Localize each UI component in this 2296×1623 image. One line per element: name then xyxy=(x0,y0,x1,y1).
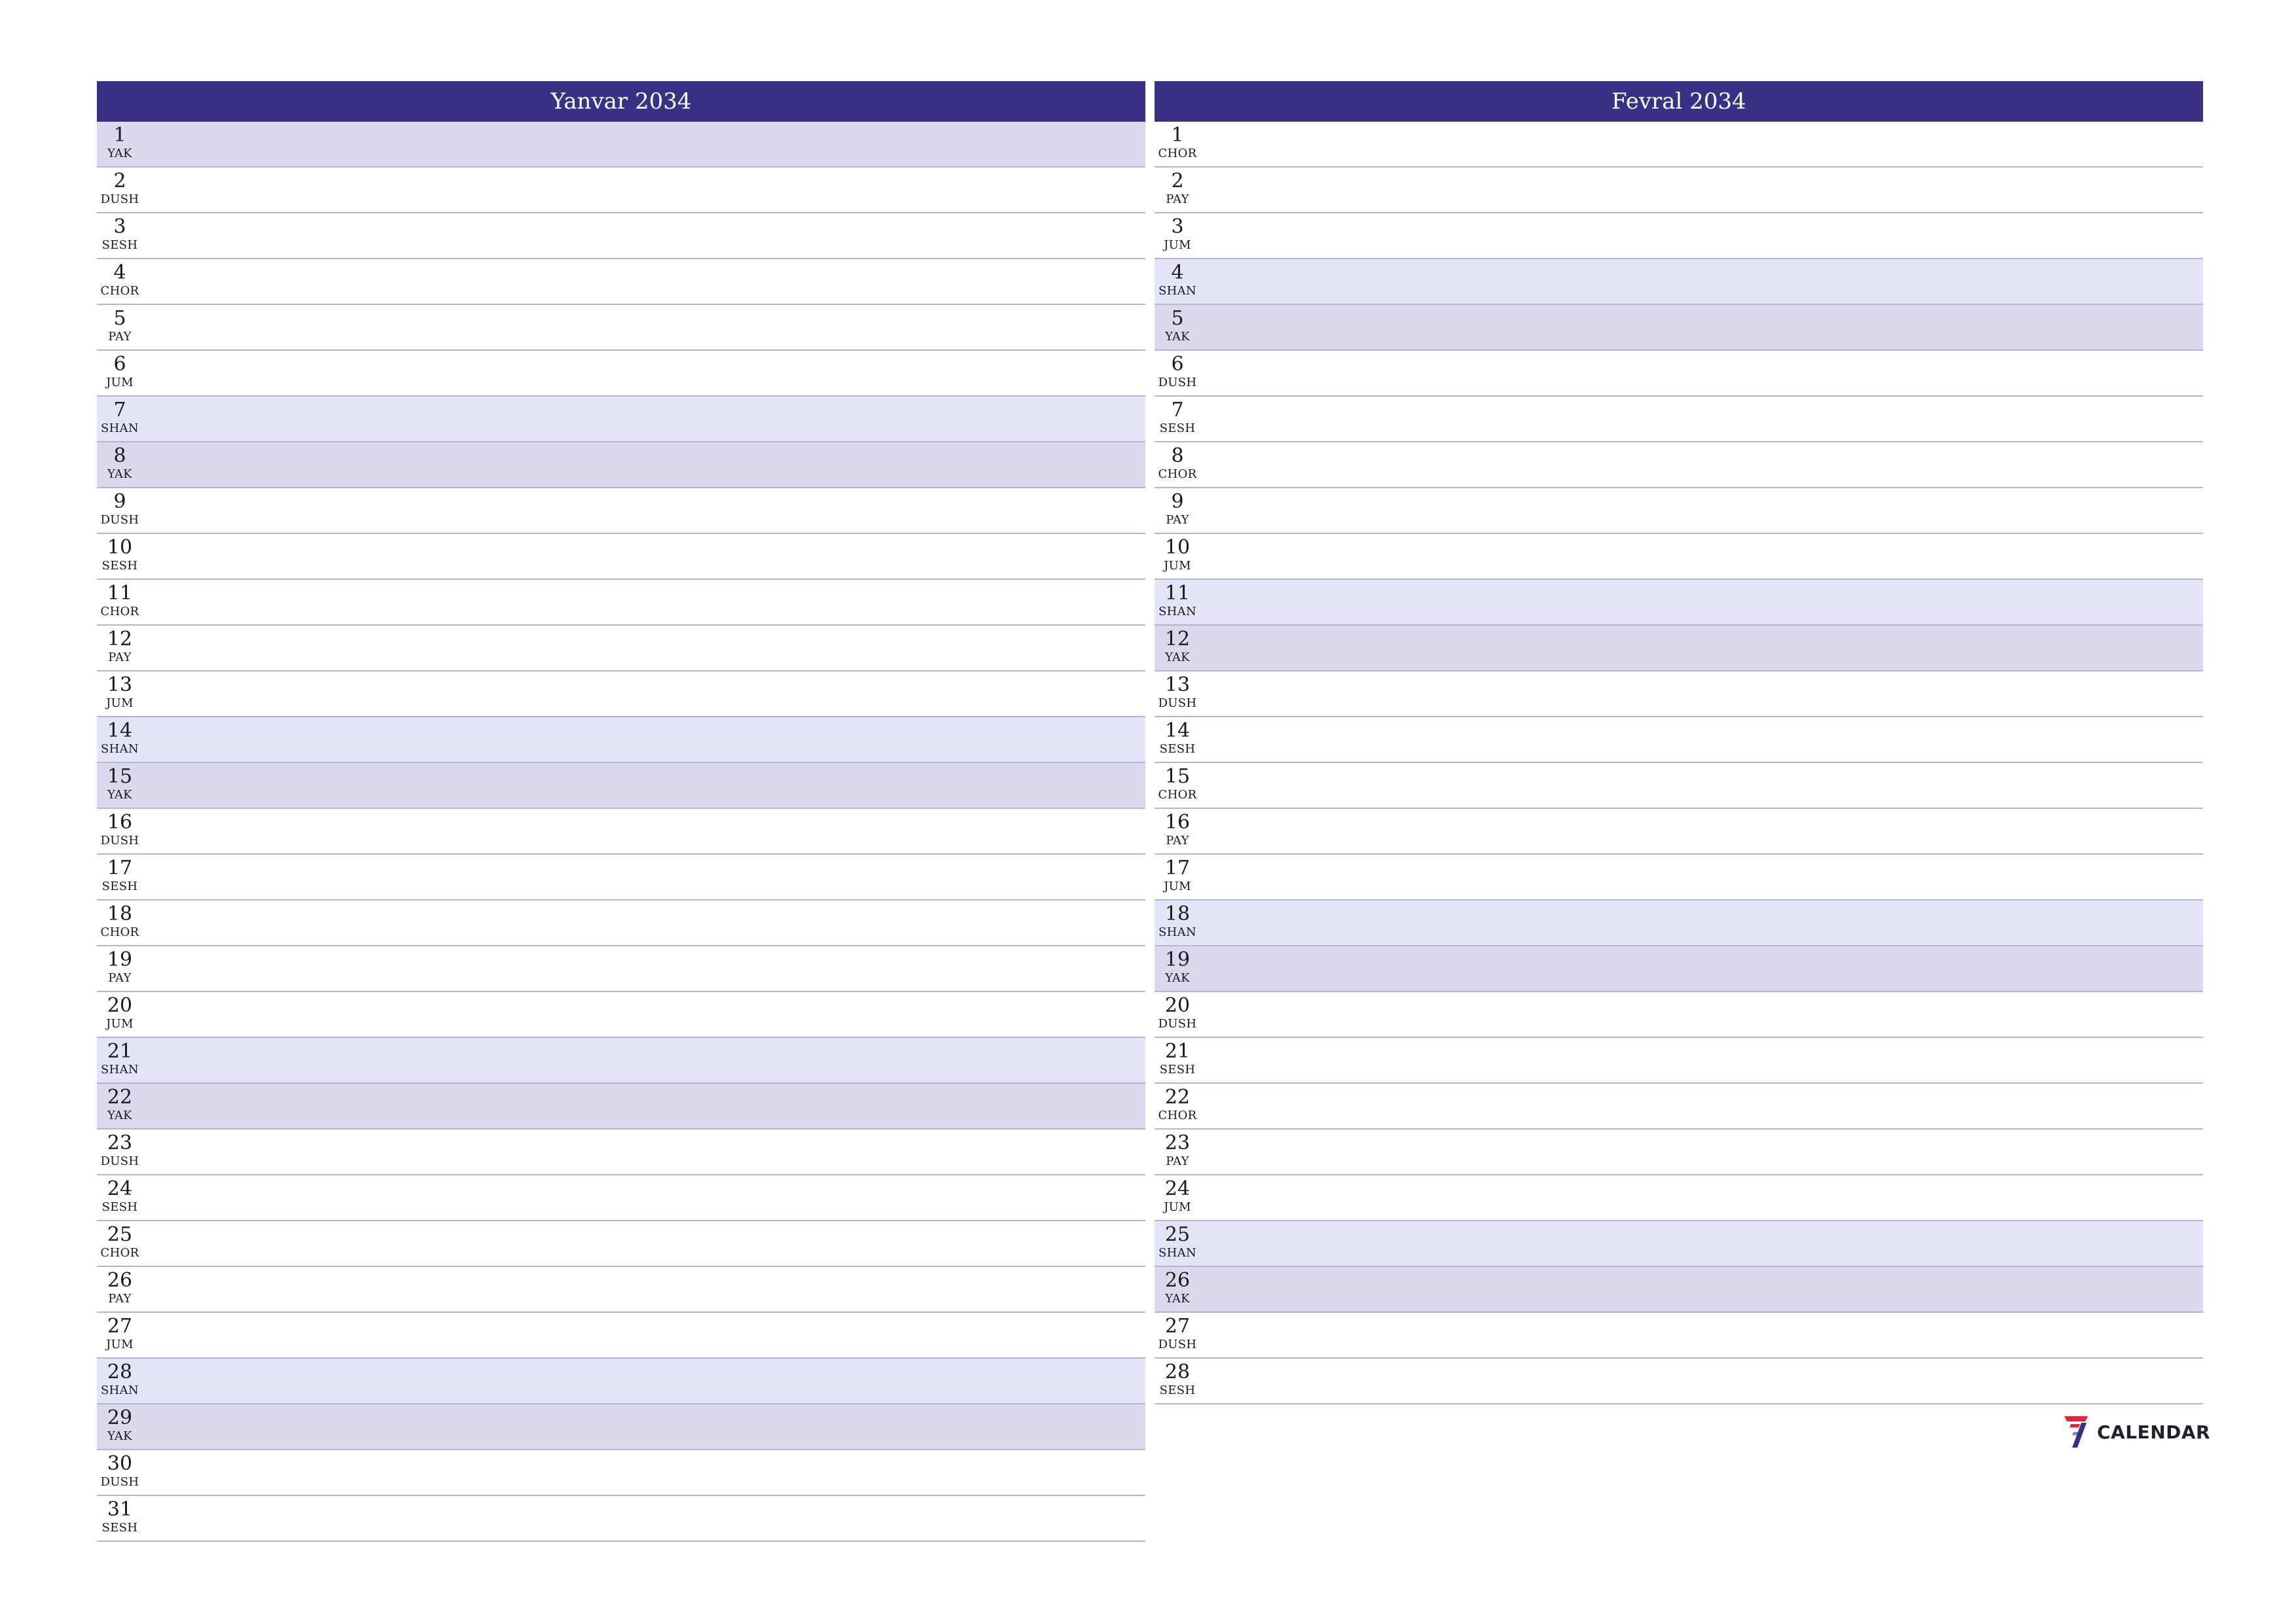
day-number: 26 xyxy=(1164,1269,1191,1292)
day-cell xyxy=(1155,1221,1200,1266)
day-cell xyxy=(97,168,143,212)
day-cell xyxy=(1155,1175,1200,1220)
day-row xyxy=(97,168,1145,213)
day-number: 14 xyxy=(107,719,133,742)
day-cell xyxy=(97,809,143,853)
weekday-label: SESH xyxy=(101,1200,138,1214)
day-row xyxy=(1155,992,2203,1038)
day-row xyxy=(97,1175,1145,1221)
day-number: 24 xyxy=(1164,1177,1191,1200)
day-cell xyxy=(97,1359,143,1403)
day-row xyxy=(97,717,1145,763)
day-cell xyxy=(1155,671,1200,716)
day-number: 4 xyxy=(1171,261,1184,284)
day-number: 6 xyxy=(113,353,126,376)
weekday-label: CHOR xyxy=(100,605,139,618)
day-row xyxy=(1155,901,2203,946)
day-cell xyxy=(97,1404,143,1449)
weekday-label: PAY xyxy=(108,651,132,664)
day-number: 9 xyxy=(1171,490,1184,513)
day-row xyxy=(97,992,1145,1038)
weekday-label: DUSH xyxy=(1158,376,1197,389)
day-row xyxy=(1155,763,2203,809)
day-number: 27 xyxy=(1164,1315,1191,1338)
day-cell xyxy=(1155,397,1200,441)
day-row xyxy=(1155,442,2203,488)
day-cell xyxy=(97,1175,143,1220)
day-cell xyxy=(97,901,143,945)
logo-text: CALENDAR xyxy=(2097,1421,2211,1443)
day-number: 28 xyxy=(107,1361,133,1383)
day-number: 2 xyxy=(113,169,126,192)
weekday-label: YAK xyxy=(1165,971,1190,985)
day-cell xyxy=(97,351,143,395)
day-row xyxy=(1155,946,2203,992)
day-number: 17 xyxy=(107,857,133,880)
day-number: 15 xyxy=(1164,765,1191,788)
day-number: 14 xyxy=(1164,719,1191,742)
day-number: 13 xyxy=(1164,673,1191,696)
day-cell xyxy=(97,397,143,441)
day-cell xyxy=(97,442,143,487)
day-number: 3 xyxy=(113,215,126,238)
day-row xyxy=(97,809,1145,855)
day-row xyxy=(97,213,1145,259)
weekday-label: SHAN xyxy=(101,1063,139,1077)
weekday-label: SHAN xyxy=(1158,605,1196,618)
weekday-label: SHAN xyxy=(1158,1246,1196,1260)
day-cell xyxy=(97,213,143,258)
weekday-label: DUSH xyxy=(100,192,139,206)
day-number: 21 xyxy=(107,1040,133,1063)
day-row xyxy=(1155,351,2203,397)
day-cell xyxy=(1155,305,1200,349)
weekday-label: JUM xyxy=(1164,238,1191,252)
day-row xyxy=(97,1404,1145,1450)
day-cell xyxy=(1155,213,1200,258)
day-cell xyxy=(97,1130,143,1174)
weekday-label: SESH xyxy=(1159,742,1196,756)
day-cell xyxy=(97,717,143,762)
day-row xyxy=(97,901,1145,946)
day-row xyxy=(97,1450,1145,1496)
day-cell xyxy=(1155,122,1200,166)
day-number: 11 xyxy=(107,582,133,605)
weekday-label: SESH xyxy=(101,559,138,573)
weekday-label: DUSH xyxy=(1158,1017,1197,1031)
weekday-label: JUM xyxy=(1164,1200,1191,1214)
day-row xyxy=(1155,1359,2203,1404)
weekday-label: CHOR xyxy=(100,284,139,298)
month-yanvar xyxy=(97,81,1145,1542)
day-number: 20 xyxy=(107,994,133,1017)
day-row xyxy=(97,305,1145,351)
day-row xyxy=(1155,397,2203,442)
day-number: 16 xyxy=(107,811,133,834)
weekday-label: YAK xyxy=(1165,330,1190,344)
weekday-label: PAY xyxy=(1166,834,1189,847)
day-row xyxy=(97,442,1145,488)
day-cell xyxy=(1155,442,1200,487)
day-cell xyxy=(97,534,143,579)
day-row xyxy=(1155,1084,2203,1130)
day-number: 9 xyxy=(113,490,126,513)
weekday-label: DUSH xyxy=(100,1475,139,1489)
day-number: 5 xyxy=(1171,307,1184,330)
day-row xyxy=(1155,809,2203,855)
day-cell xyxy=(97,1267,143,1311)
day-list xyxy=(1155,122,2203,1404)
day-row xyxy=(1155,1221,2203,1267)
day-number: 5 xyxy=(113,307,126,330)
day-row xyxy=(97,1313,1145,1359)
day-cell xyxy=(1155,763,1200,808)
weekday-label: YAK xyxy=(1165,1292,1190,1306)
day-cell xyxy=(1155,1267,1200,1311)
day-number: 27 xyxy=(107,1315,133,1338)
day-number: 6 xyxy=(1171,353,1184,376)
weekday-label: YAK xyxy=(107,147,132,160)
weekday-label: CHOR xyxy=(1158,467,1197,481)
day-number: 23 xyxy=(107,1132,133,1154)
day-row xyxy=(1155,1267,2203,1313)
weekday-label: SESH xyxy=(1159,1383,1196,1397)
day-number: 24 xyxy=(107,1177,133,1200)
day-row xyxy=(1155,1130,2203,1175)
day-cell xyxy=(1155,259,1200,304)
weekday-label: SHAN xyxy=(101,421,139,435)
day-row xyxy=(1155,1175,2203,1221)
day-row xyxy=(1155,213,2203,259)
day-number: 7 xyxy=(113,399,126,421)
day-cell xyxy=(1155,809,1200,853)
day-cell xyxy=(97,488,143,533)
day-cell xyxy=(1155,1038,1200,1082)
weekday-label: YAK xyxy=(1165,651,1190,664)
weekday-label: SESH xyxy=(1159,421,1196,435)
day-row xyxy=(1155,717,2203,763)
day-number: 4 xyxy=(113,261,126,284)
day-number: 19 xyxy=(107,948,133,971)
seven-logo-icon xyxy=(2062,1414,2090,1450)
day-cell xyxy=(1155,168,1200,212)
day-row xyxy=(97,1359,1145,1404)
day-row xyxy=(97,1038,1145,1084)
day-row xyxy=(1155,259,2203,305)
weekday-label: JUM xyxy=(106,376,134,389)
day-row xyxy=(1155,1038,2203,1084)
day-number: 29 xyxy=(107,1406,133,1429)
day-row xyxy=(1155,122,2203,168)
month-title: Fevral 2034 xyxy=(1155,81,2203,122)
day-cell xyxy=(97,1496,143,1541)
day-number: 12 xyxy=(1164,628,1191,651)
month-title: Yanvar 2034 xyxy=(97,81,1145,122)
weekday-label: PAY xyxy=(108,1292,132,1306)
day-cell xyxy=(1155,1130,1200,1174)
day-cell xyxy=(1155,901,1200,945)
day-row xyxy=(1155,626,2203,671)
day-number: 30 xyxy=(107,1452,133,1475)
day-row xyxy=(97,488,1145,534)
day-cell xyxy=(97,122,143,166)
weekday-label: DUSH xyxy=(1158,696,1197,710)
weekday-label: JUM xyxy=(1164,880,1191,893)
weekday-label: DUSH xyxy=(100,834,139,847)
day-row xyxy=(1155,168,2203,213)
brand-logo xyxy=(2062,1414,2210,1450)
day-cell xyxy=(97,305,143,349)
day-number: 22 xyxy=(1164,1086,1191,1109)
weekday-label: CHOR xyxy=(1158,1109,1197,1122)
day-cell xyxy=(97,580,143,624)
weekday-label: PAY xyxy=(1166,192,1189,206)
day-number: 1 xyxy=(1171,124,1184,147)
day-cell xyxy=(97,1221,143,1266)
day-cell xyxy=(1155,946,1200,991)
day-cell xyxy=(97,763,143,808)
day-number: 7 xyxy=(1171,399,1184,421)
day-number: 8 xyxy=(113,444,126,467)
weekday-label: CHOR xyxy=(100,925,139,939)
day-number: 12 xyxy=(107,628,133,651)
day-cell xyxy=(97,671,143,716)
weekday-label: PAY xyxy=(108,971,132,985)
weekday-label: SHAN xyxy=(101,1383,139,1397)
weekday-label: DUSH xyxy=(100,1154,139,1168)
weekday-label: DUSH xyxy=(100,513,139,527)
day-number: 28 xyxy=(1164,1361,1191,1383)
day-cell xyxy=(97,1450,143,1495)
day-number: 25 xyxy=(107,1223,133,1246)
day-number: 17 xyxy=(1164,857,1191,880)
day-cell xyxy=(97,855,143,899)
weekday-label: PAY xyxy=(108,330,132,344)
day-row xyxy=(97,397,1145,442)
day-row xyxy=(97,1084,1145,1130)
day-number: 22 xyxy=(107,1086,133,1109)
day-cell xyxy=(1155,580,1200,624)
day-row xyxy=(97,122,1145,168)
weekday-label: SESH xyxy=(101,238,138,252)
day-row xyxy=(97,1267,1145,1313)
weekday-label: DUSH xyxy=(1158,1338,1197,1351)
day-number: 18 xyxy=(1164,902,1191,925)
weekday-label: PAY xyxy=(1166,513,1189,527)
day-row xyxy=(97,1496,1145,1542)
day-number: 16 xyxy=(1164,811,1191,834)
day-cell xyxy=(97,946,143,991)
day-number: 18 xyxy=(107,902,133,925)
day-row xyxy=(97,534,1145,580)
weekday-label: CHOR xyxy=(1158,147,1197,160)
day-cell xyxy=(1155,351,1200,395)
day-number: 23 xyxy=(1164,1132,1191,1154)
day-row xyxy=(97,351,1145,397)
day-row xyxy=(1155,855,2203,901)
weekday-label: YAK xyxy=(107,467,132,481)
day-cell xyxy=(1155,534,1200,579)
day-cell xyxy=(1155,1313,1200,1357)
weekday-label: JUM xyxy=(106,1017,134,1031)
day-row xyxy=(97,671,1145,717)
weekday-label: PAY xyxy=(1166,1154,1189,1168)
day-number: 3 xyxy=(1171,215,1184,238)
day-row xyxy=(1155,534,2203,580)
day-list xyxy=(97,122,1145,1542)
weekday-label: JUM xyxy=(106,696,134,710)
day-row xyxy=(1155,1313,2203,1359)
weekday-label: YAK xyxy=(107,1109,132,1122)
day-row xyxy=(1155,488,2203,534)
day-cell xyxy=(97,626,143,670)
weekday-label: SESH xyxy=(101,1521,138,1535)
weekday-label: CHOR xyxy=(1158,788,1197,802)
day-number: 26 xyxy=(107,1269,133,1292)
month-fevral xyxy=(1155,81,2203,1404)
day-cell xyxy=(1155,992,1200,1037)
weekday-label: SHAN xyxy=(1158,284,1196,298)
weekday-label: SESH xyxy=(1159,1063,1196,1077)
day-row xyxy=(97,946,1145,992)
day-number: 1 xyxy=(113,124,126,147)
day-cell xyxy=(97,1084,143,1128)
day-cell xyxy=(97,1313,143,1357)
weekday-label: YAK xyxy=(107,788,132,802)
day-cell xyxy=(1155,855,1200,899)
day-cell xyxy=(1155,1359,1200,1403)
day-cell xyxy=(1155,1084,1200,1128)
day-row xyxy=(97,580,1145,626)
weekday-label: SHAN xyxy=(1158,925,1196,939)
day-cell xyxy=(97,992,143,1037)
weekday-label: JUM xyxy=(106,1338,134,1351)
day-number: 15 xyxy=(107,765,133,788)
day-cell xyxy=(1155,717,1200,762)
day-number: 31 xyxy=(107,1498,133,1521)
day-row xyxy=(1155,671,2203,717)
day-number: 11 xyxy=(1164,582,1191,605)
day-number: 10 xyxy=(107,536,133,559)
day-row xyxy=(97,259,1145,305)
day-cell xyxy=(1155,626,1200,670)
day-number: 13 xyxy=(107,673,133,696)
weekday-label: SHAN xyxy=(101,742,139,756)
day-row xyxy=(97,1221,1145,1267)
day-number: 2 xyxy=(1171,169,1184,192)
day-row xyxy=(97,1130,1145,1175)
day-number: 10 xyxy=(1164,536,1191,559)
day-row xyxy=(97,763,1145,809)
weekday-label: SESH xyxy=(101,880,138,893)
day-row xyxy=(97,626,1145,671)
day-row xyxy=(1155,580,2203,626)
day-number: 19 xyxy=(1164,948,1191,971)
day-cell xyxy=(1155,488,1200,533)
day-cell xyxy=(97,1038,143,1082)
weekday-label: JUM xyxy=(1164,559,1191,573)
weekday-label: CHOR xyxy=(100,1246,139,1260)
weekday-label: YAK xyxy=(107,1429,132,1443)
day-number: 8 xyxy=(1171,444,1184,467)
day-row xyxy=(97,855,1145,901)
day-number: 21 xyxy=(1164,1040,1191,1063)
day-cell xyxy=(97,259,143,304)
day-number: 20 xyxy=(1164,994,1191,1017)
day-number: 25 xyxy=(1164,1223,1191,1246)
day-row xyxy=(1155,305,2203,351)
